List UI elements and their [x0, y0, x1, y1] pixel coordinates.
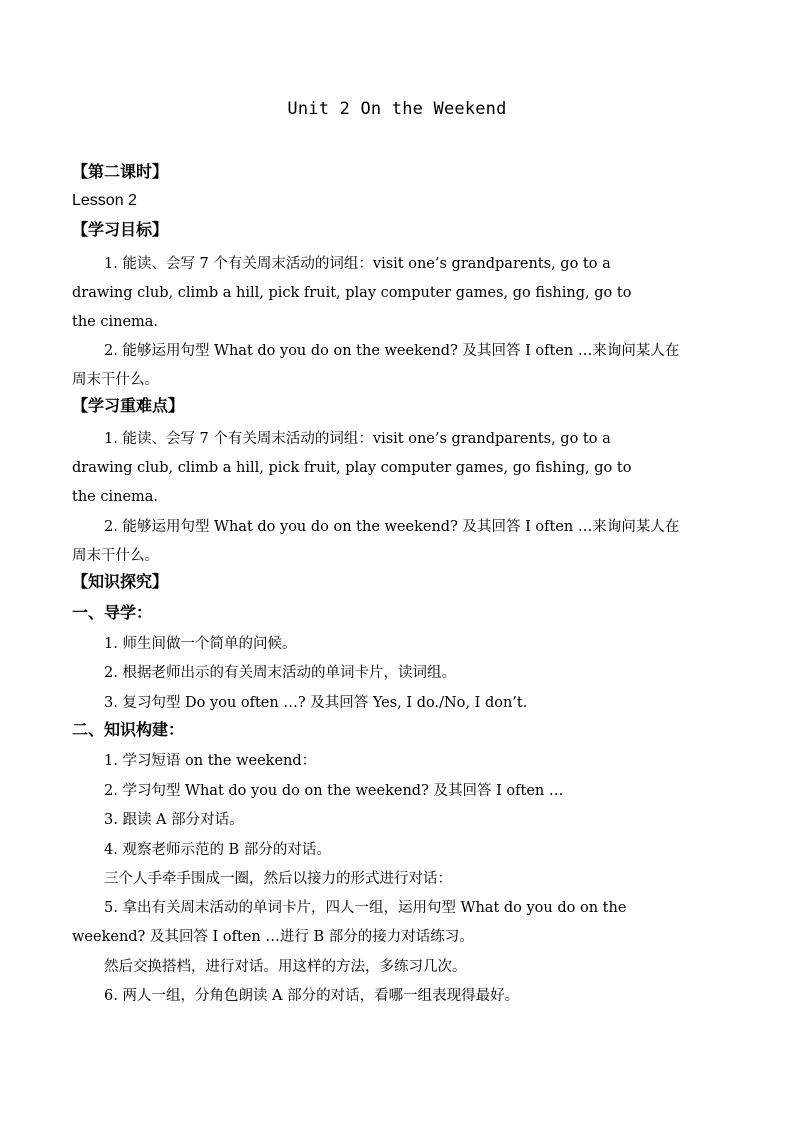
document-title: Unit 2 On the Weekend — [287, 99, 507, 119]
part2-item: 4. 观察老师示范的 B 部分的对话。 — [104, 842, 331, 858]
goals-item1-line2: drawing club, climb a hill, pick fruit, play computer games, go fishing, go to — [72, 285, 632, 301]
explore-heading: 【知识探究】 — [72, 572, 169, 591]
part2-item: 然后交换搭档，进行对话。用这样的方法，多练习几次。 — [104, 959, 467, 975]
key-points-item1-line3: the cinema. — [72, 489, 159, 505]
part2-item: 三个人手牵手围成一圈，然后以接力的形式进行对话： — [104, 871, 452, 887]
goals-item1-line3: the cinema. — [72, 314, 159, 330]
part1-item: 1. 师生间做一个简单的问候。 — [104, 636, 297, 652]
key-points-heading: 【学习重难点】 — [72, 396, 185, 415]
goals-heading: 【学习目标】 — [72, 220, 169, 239]
part2-heading: 二、知识构建： — [72, 720, 185, 739]
key-points-item1-line1: 1. 能读、会写 7 个有关周末活动的词组：visit one’s grandparents, go to a — [104, 431, 611, 447]
part2-item: weekend? 及其回答 I often …进行 B 部分的接力对话练习。 — [72, 929, 474, 945]
part2-item: 3. 跟读 A 部分对话。 — [104, 812, 244, 828]
goals-item2-line2: 周末干什么。 — [72, 372, 159, 388]
key-points-item2-line2: 周末干什么。 — [72, 548, 159, 564]
part1-item: 2. 根据老师出示的有关周末活动的单词卡片，读词组。 — [104, 665, 456, 681]
goals-item1-line1: 1. 能读、会写 7 个有关周末活动的词组：visit one’s grandparents, go to a — [104, 256, 611, 272]
part1-item: 3. 复习句型 Do you often …? 及其回答 Yes, I do./No, I don’t. — [104, 695, 528, 711]
lesson-tag: 【第二课时】 — [72, 162, 169, 181]
goals-item2-line1: 2. 能够运用句型 What do you do on the weekend? 及其回答 I often …来询问某人在 — [104, 343, 680, 359]
key-points-item1-line2: drawing club, climb a hill, pick fruit, play computer games, go fishing, go to — [72, 460, 632, 476]
key-points-item2-line1: 2. 能够运用句型 What do you do on the weekend? 及其回答 I often …来询问某人在 — [104, 519, 680, 535]
part2-item: 2. 学习句型 What do you do on the weekend? 及其回答 I often … — [104, 783, 564, 799]
part2-item: 6. 两人一组，分角色朗读 A 部分的对话，看哪一组表现得最好。 — [104, 988, 520, 1004]
part2-item: 1. 学习短语 on the weekend： — [104, 753, 317, 769]
part2-item: 5. 拿出有关周末活动的单词卡片，四人一组，运用句型 What do you do on the — [104, 900, 627, 916]
lesson-name: Lesson 2 — [72, 192, 137, 209]
part1-heading: 一、导学： — [72, 603, 153, 622]
